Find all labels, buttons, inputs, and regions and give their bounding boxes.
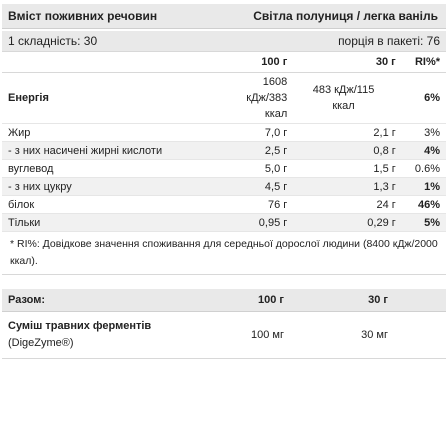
table-title: Вміст поживних речовин xyxy=(8,9,158,23)
enzyme-brand: (DigeZyme®) xyxy=(8,337,74,349)
total-per30: 30 г xyxy=(368,294,388,306)
table-header xyxy=(2,4,446,29)
table-row: вуглевод 5,0 г 1,5 г 0.6% xyxy=(2,160,446,178)
enzyme-label: Суміш травних ферментів xyxy=(8,320,152,332)
energy-label: Енергія xyxy=(2,73,207,124)
column-100g: 100 г xyxy=(207,52,289,73)
table-row: Жир 7,0 г 2,1 г 3% xyxy=(2,124,446,142)
column-ri: RI%* xyxy=(398,52,446,73)
complexity-label: 1 складність: 30 xyxy=(8,34,98,48)
enzyme-per30: 30 мг xyxy=(361,329,388,341)
table-row: - з них насичені жирні кислоти 2,5 г 0,8 г 4% xyxy=(2,142,446,160)
ri-footnote: * RI%: Довідкове значення споживання для середньої дорослої людини (8400 кДж/2000 ккал). xyxy=(2,232,446,275)
serving-info-row xyxy=(2,31,446,52)
total-label: Разом: xyxy=(8,294,46,306)
table-row: Тільки 0,95 г 0,29 г 5% xyxy=(2,214,446,232)
portion-label: порція в пакеті: 76 xyxy=(338,34,440,48)
energy-per100: 1608 кДж/383 ккал xyxy=(246,76,288,120)
table-row: білок 76 г 24 г 46% xyxy=(2,196,446,214)
column-30g: 30 г xyxy=(289,52,397,73)
energy-row xyxy=(2,73,446,124)
units-row xyxy=(2,52,446,73)
enzyme-row xyxy=(2,312,446,359)
flavor-title: Світла полуниця / легка ваніль xyxy=(253,9,438,23)
nutrition-table xyxy=(2,52,446,232)
energy-per30: 483 кДж/115 ккал xyxy=(312,84,375,112)
total-per100: 100 г xyxy=(258,294,284,306)
table-row: - з них цукру 4,5 г 1,3 г 1% xyxy=(2,178,446,196)
energy-ri: 6% xyxy=(398,73,446,124)
enzyme-per100: 100 мг xyxy=(251,329,284,341)
total-header-row xyxy=(2,289,446,312)
